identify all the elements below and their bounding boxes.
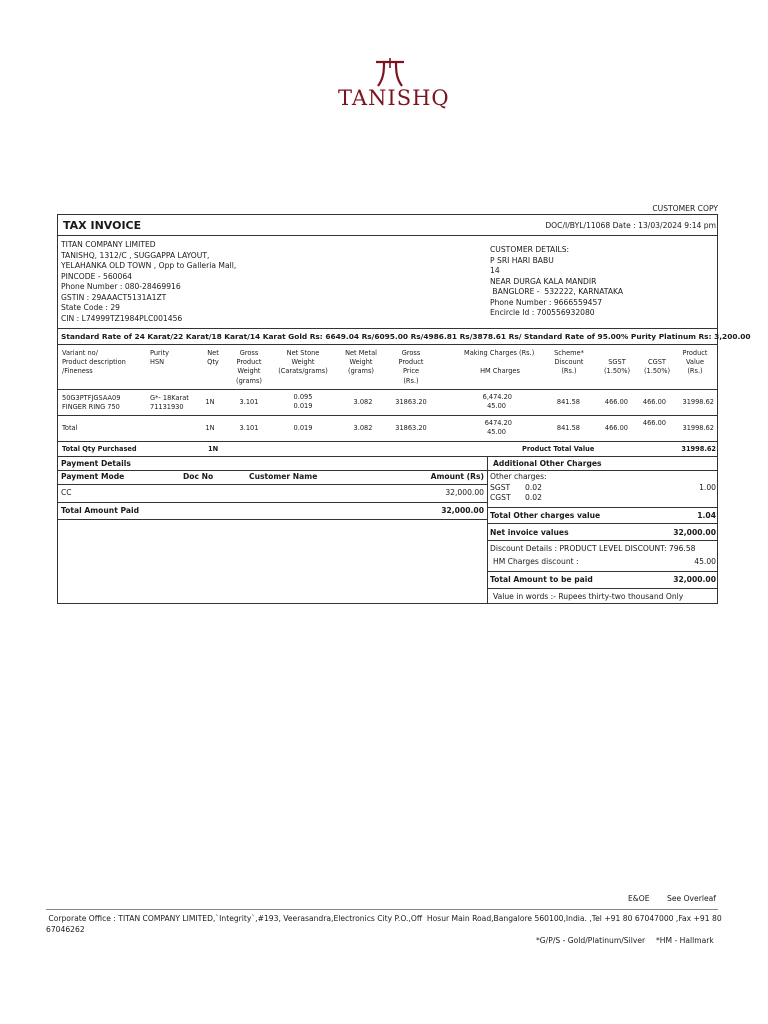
payment-mode-value: CC [61, 488, 72, 497]
total-metal-weight: 3.082 [353, 424, 373, 432]
payment-col-doc: Doc No [183, 472, 214, 481]
item-purity: G*- 18Karat [150, 394, 189, 402]
item-making: 6,474.20 [482, 393, 512, 401]
seller-line: State Code : 29 [61, 303, 121, 312]
corporate-office-line: Corporate Office : TITAN COMPANY LIMITED,`Integrity`,#193, Veerasandra,Electronics City P.O.,Off Hosur Main Road,Bangalore 560100,India. ,Tel +91 80 67047000 ,Fax +91 80 [46, 914, 722, 923]
brand-logo [338, 56, 450, 120]
total-qty-purchased-label: Total Qty Purchased [62, 445, 137, 453]
total-qty: 1N [205, 424, 215, 432]
payment-amount-value: 32,000.00 [445, 488, 484, 497]
col-header-gross-price: Gross Product Price (Rs.) [398, 349, 424, 385]
total-qty-purchased: 1N [208, 445, 219, 453]
total-cgst: 466.00 [642, 419, 666, 427]
payment-col-name: Customer Name [249, 472, 318, 481]
charges-sgst: 0.02 [525, 483, 542, 492]
charges-sgst-label: SGST [490, 483, 511, 492]
seller-line: TANISHQ, 1312/C , SUGGAPPA LAYOUT, [61, 250, 210, 260]
col-header-discount: Scheme* Discount (Rs.) [554, 349, 584, 376]
brand-name: TANISHQ [338, 86, 450, 110]
total-gross-weight: 3.101 [239, 424, 259, 432]
total-stone-weight: 0.019 [293, 424, 313, 432]
item-stone-weight-grams: 0.019 [293, 402, 313, 410]
total-hm: 45.00 [487, 428, 506, 436]
product-total-value: 31998.62 [681, 445, 716, 453]
total-value: 31998.62 [682, 424, 714, 432]
payment-title: Payment Details [61, 459, 131, 468]
item-qty: 1N [205, 398, 215, 406]
col-header-gross-weight: Gross Product Weight (grams) [236, 349, 262, 385]
customer-line: Encircle Id : 700556932080 [490, 308, 595, 317]
seller-address [61, 240, 391, 324]
seller-line: CIN : L74999TZ1984PLC001456 [61, 313, 183, 323]
invoice-doc-line: DOC/I/BYL/11068 Date : 13/03/2024 9:14 pm [545, 221, 716, 230]
col-header-qty: Net Qty [207, 349, 219, 367]
total-other-charges-label: Total Other charges value [490, 511, 601, 520]
customer-line: Phone Number : 9666559457 [490, 297, 603, 307]
seller-line: TITAN COMPANY LIMITED [61, 240, 156, 249]
payment-col-amount: Amount (Rs) [430, 472, 484, 481]
seller-line: GSTIN : 29AAACT5131A1ZT [61, 292, 167, 302]
customer-line: CUSTOMER DETAILS: [490, 245, 570, 254]
hm-note: *HM - Hallmark [656, 936, 714, 945]
hm-discount-label: HM Charges discount : [493, 557, 579, 566]
total-label: Total [62, 424, 78, 432]
other-charges-label: Other charges: [490, 472, 547, 481]
item-discount: 841.58 [556, 398, 580, 406]
col-header-product-value: Product Value (Rs.) [682, 349, 708, 376]
total-making: 6474.20 [484, 419, 512, 427]
gps-note: *G/P/S - Gold/Platinum/Silver [536, 936, 646, 945]
corporate-office-fax: 67046262 [46, 925, 85, 934]
item-hm: 45.00 [487, 402, 506, 410]
total-amount-paid-label: Total Amount Paid [61, 506, 140, 515]
total-other-charges: 1.04 [697, 511, 716, 520]
eoe-label: E&OE [628, 894, 650, 903]
discount-details: Discount Details : PRODUCT LEVEL DISCOUNT: 796.58 [490, 544, 696, 553]
col-header-stone-weight: Net Stone Weight (Carats/grams) [278, 349, 328, 376]
total-discount: 841.58 [556, 424, 580, 432]
col-header-making: Making Charges (Rs.) [464, 349, 535, 357]
hm-discount-value: 45.00 [694, 557, 716, 566]
customer-line: BANGLORE - 532222, KARNATAKA [490, 287, 624, 296]
standard-rates-line: Standard Rate of 24 Karat/22 Karat/18 Karat/14 Karat Gold Rs: 6649.04 Rs/6095.00 Rs/4986.81 Rs/3878.61 Rs/ Standard Rate of 95.00% Purity Platinum Rs: 3,200.00 [61, 332, 751, 341]
see-overleaf: See Overleaf [667, 894, 716, 903]
seller-line: YELAHANKA OLD TOWN , Opp to Galleria Mall, [61, 261, 237, 270]
customer-details [490, 245, 715, 319]
col-header-purity: Purity HSN [150, 349, 170, 367]
item-value: 31998.62 [682, 398, 714, 406]
payment-col-mode: Payment Mode [61, 472, 125, 481]
item-desc: FINGER RING 750 [62, 403, 120, 411]
item-gross-price: 31863.20 [395, 398, 427, 406]
total-gross-price: 31863.20 [395, 424, 427, 432]
customer-line: 14 [490, 266, 500, 275]
item-gross-weight: 3.101 [239, 398, 259, 406]
col-header-hm: HM Charges [480, 367, 520, 375]
item-hsn: 71131930 [150, 403, 184, 411]
seller-line: PINCODE - 560064 [61, 271, 132, 281]
net-invoice-label: Net invoice values [490, 528, 569, 537]
amount-to-pay-label: Total Amount to be paid [490, 575, 593, 584]
item-cgst: 466.00 [642, 398, 666, 406]
col-header-variant: Variant no/ Product description /Fineness [62, 349, 126, 376]
customer-line: P SRI HARI BABU [490, 255, 554, 265]
seller-line: Phone Number : 080-28469916 [61, 282, 181, 291]
total-sgst: 466.00 [604, 424, 628, 432]
total-amount-paid: 32,000.00 [441, 506, 484, 515]
item-variant: 50G3PTFJGSAA09 [62, 394, 121, 402]
col-header-cgst: CGST (1.50%) [643, 358, 671, 376]
charges-cgst: 0.02 [525, 493, 542, 502]
invoice-title: TAX INVOICE [63, 219, 142, 232]
charges-cgst-label: CGST [490, 493, 511, 502]
item-stone-weight: 0.095 [293, 393, 313, 401]
col-header-sgst: SGST (1.50%) [603, 358, 631, 376]
net-invoice-value: 32,000.00 [673, 528, 716, 537]
tanishq-emblem-icon [338, 56, 442, 90]
other-charges-value: 1.00 [699, 483, 716, 492]
product-total-label: Product Total Value [522, 445, 595, 453]
item-metal-weight: 3.082 [353, 398, 373, 406]
charges-title: Additional Other Charges [493, 459, 602, 468]
amount-to-pay: 32,000.00 [673, 575, 716, 584]
customer-copy-label: CUSTOMER COPY [652, 204, 718, 213]
customer-line: NEAR DURGA KALA MANDIR [490, 276, 597, 286]
item-sgst: 466.00 [604, 398, 628, 406]
amount-in-words: Value in words :- Rupees thirty-two thousand Only [493, 592, 684, 601]
col-header-metal-weight: Net Metal Weight (grams) [345, 349, 377, 376]
